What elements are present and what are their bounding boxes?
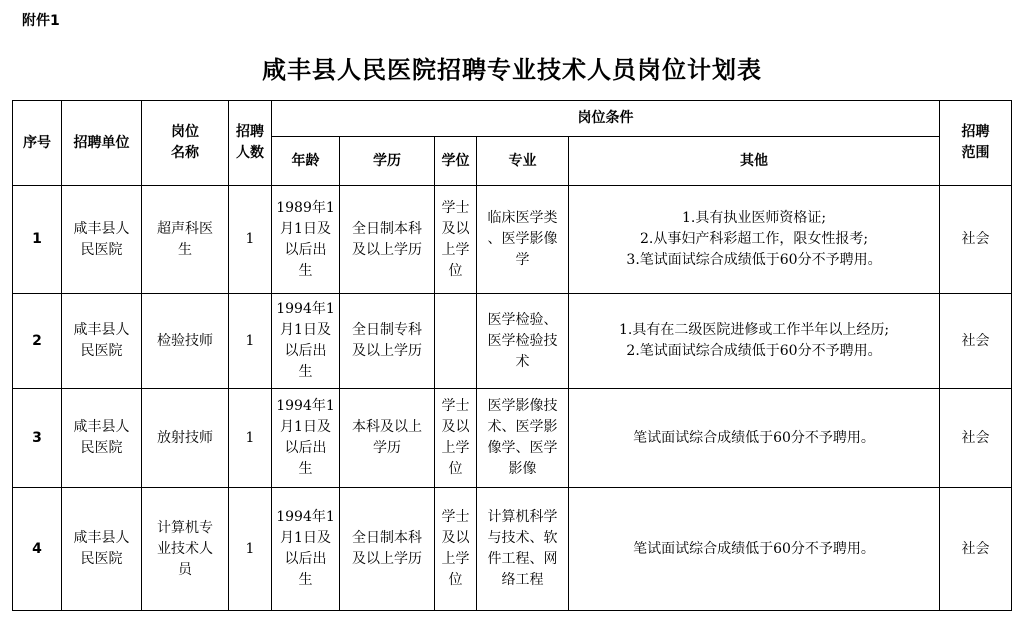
cell-post: [142, 294, 229, 389]
cell-line: 上学: [441, 551, 470, 567]
cell-degree: [435, 488, 477, 611]
table-row: [13, 186, 1012, 294]
cell-line: 以后出: [284, 551, 327, 567]
cell-line: 上学: [441, 440, 470, 456]
cell-line: 民医院: [80, 241, 123, 258]
cell-unit: [62, 294, 142, 389]
cell-post: [142, 389, 229, 488]
cell-line: 像学、医学: [487, 440, 558, 456]
cell-line: 临床医学类: [487, 210, 558, 226]
header-other: 其他: [569, 137, 940, 186]
cell-line: 全日制专科: [352, 322, 422, 338]
cell-line: 医学检验、: [487, 311, 558, 328]
table-row: [13, 488, 1012, 611]
cell-line: 及以上学历: [352, 551, 422, 567]
cell-scope: 社会: [940, 294, 1012, 389]
cell-count: 1: [229, 389, 272, 488]
table-row: [13, 294, 1012, 389]
cell-line: 学士: [441, 398, 470, 414]
cell-line: 咸丰县人: [73, 419, 130, 435]
cell-other: [569, 186, 940, 294]
cell-line: 月1日及: [280, 530, 331, 546]
cell-line: 以后出: [284, 440, 327, 456]
cell-line: 业技术人: [157, 540, 213, 557]
cell-line: 学: [515, 252, 530, 268]
cell-scope: 社会: [940, 186, 1012, 294]
cell-count: 1: [229, 294, 272, 389]
cell-line: 咸丰县人: [73, 322, 130, 338]
header-post: [142, 101, 229, 186]
cell-unit: [62, 186, 142, 294]
cell-line: 以后出: [284, 241, 327, 258]
cell-line: 笔试面试综合成绩低于60分不予聘用。: [633, 540, 875, 557]
cell-line: 及以: [441, 419, 470, 435]
cell-major: [477, 294, 569, 389]
cell-line: 及以上学历: [352, 241, 422, 258]
cell-major: [477, 186, 569, 294]
header-unit: 招聘单位: [62, 101, 142, 186]
cell-line: 及以: [441, 530, 470, 546]
cell-line: 生: [298, 461, 313, 477]
cell-line: 1.具有在二级医院进修或工作半年以上经历;: [618, 322, 890, 338]
cell-line: 2.从事妇产科彩超工作，限女性报考;: [639, 231, 869, 247]
header-count: [229, 101, 272, 186]
cell-line: 月1日及: [280, 322, 331, 338]
cell-line: 及以: [441, 220, 470, 237]
cell-line: 民医院: [80, 343, 123, 359]
cell-education: [340, 294, 435, 389]
cell-line: 及以上学历: [352, 343, 422, 359]
cell-unit: [62, 488, 142, 611]
cell-line: 1.具有执业医师资格证;: [681, 210, 827, 226]
cell-line: 学历: [373, 440, 401, 456]
header-age: 年龄: [272, 137, 340, 186]
cell-line: 1994年1: [276, 301, 335, 317]
cell-line: 笔试面试综合成绩低于60分不予聘用。: [633, 429, 875, 446]
header-post-line: 岗位: [171, 124, 199, 140]
cell-education: [340, 186, 435, 294]
cell-line: 生: [298, 364, 313, 380]
header-conditions: 岗位条件: [272, 101, 940, 137]
cell-line: 生: [178, 241, 192, 258]
cell-line: 本科及以上: [352, 419, 422, 435]
header-major: 专业: [477, 137, 569, 186]
cell-post: [142, 488, 229, 611]
cell-line: 上学: [441, 241, 470, 258]
cell-seq: 3: [13, 389, 62, 488]
cell-line: 咸丰县人: [73, 530, 130, 546]
header-scope: [940, 101, 1012, 186]
cell-line: 全日制本科: [352, 220, 422, 237]
cell-line: 计算机专: [157, 519, 213, 536]
cell-line: 学士: [441, 509, 470, 525]
recruitment-plan-table: [12, 100, 1012, 611]
cell-post: [142, 186, 229, 294]
cell-line: 全日制本科: [352, 530, 422, 546]
header-education: 学历: [340, 137, 435, 186]
cell-degree: [435, 294, 477, 389]
cell-line: 医学影像技: [487, 398, 558, 414]
page-title: 咸丰县人民医院招聘专业技术人员岗位计划表: [262, 56, 762, 84]
cell-line: 位: [448, 262, 463, 279]
cell-line: 咸丰县人: [73, 220, 130, 237]
table-row: [13, 389, 1012, 488]
cell-other: [569, 294, 940, 389]
cell-scope: 社会: [940, 389, 1012, 488]
cell-line: 件工程、网: [487, 551, 558, 567]
cell-line: 位: [448, 572, 463, 588]
cell-line: 影像: [508, 461, 537, 477]
cell-line: 1994年1: [276, 509, 335, 525]
header-scope-line: 范围: [961, 145, 990, 161]
cell-line: 计算机科学: [487, 509, 558, 525]
cell-line: 以后出: [284, 343, 327, 359]
header-row-1: [13, 101, 1012, 137]
header-degree: 学位: [435, 137, 477, 186]
cell-age: [272, 186, 340, 294]
cell-count: 1: [229, 488, 272, 611]
cell-age: [272, 389, 340, 488]
cell-line: 术、医学影: [487, 419, 558, 435]
cell-line: 1989年1: [276, 199, 335, 216]
cell-line: 检验技师: [157, 332, 213, 349]
cell-line: 2.笔试面试综合成绩低于60分不予聘用。: [626, 343, 882, 359]
cell-scope: 社会: [940, 488, 1012, 611]
cell-line: 民医院: [80, 551, 123, 567]
cell-seq: 1: [13, 186, 62, 294]
cell-line: 1994年1: [276, 398, 335, 414]
header-seq: 序号: [13, 101, 62, 186]
cell-line: 学士: [441, 199, 470, 216]
cell-line: 超声科医: [157, 220, 213, 237]
cell-education: [340, 389, 435, 488]
cell-line: 医学检验技: [487, 332, 558, 349]
cell-seq: 2: [13, 294, 62, 389]
cell-line: 与技术、软: [487, 530, 558, 546]
cell-line: 民医院: [80, 440, 123, 456]
cell-line: 员: [178, 561, 192, 578]
cell-other: [569, 488, 940, 611]
header-count-line: 招聘: [236, 124, 264, 140]
cell-education: [340, 488, 435, 611]
cell-line: 月1日及: [280, 220, 331, 237]
cell-line: 、医学影像: [487, 231, 558, 247]
cell-count: 1: [229, 186, 272, 294]
cell-line: 放射技师: [157, 429, 213, 446]
cell-age: [272, 294, 340, 389]
cell-unit: [62, 389, 142, 488]
cell-age: [272, 488, 340, 611]
attachment-label: 附件1: [22, 13, 60, 29]
cell-line: 术: [515, 353, 530, 370]
header-post-line: 名称: [171, 145, 199, 161]
header-count-line: 人数: [236, 145, 264, 161]
cell-line: 位: [448, 461, 463, 477]
cell-line: 3.笔试面试综合成绩低于60分不予聘用。: [626, 252, 882, 268]
cell-other: [569, 389, 940, 488]
cell-degree: [435, 186, 477, 294]
cell-degree: [435, 389, 477, 488]
cell-major: [477, 389, 569, 488]
cell-line: 生: [298, 572, 313, 588]
cell-line: 月1日及: [280, 419, 331, 435]
cell-major: [477, 488, 569, 611]
cell-line: 络工程: [501, 572, 544, 588]
cell-line: 生: [298, 262, 313, 279]
cell-seq: 4: [13, 488, 62, 611]
header-scope-line: 招聘: [961, 124, 990, 140]
